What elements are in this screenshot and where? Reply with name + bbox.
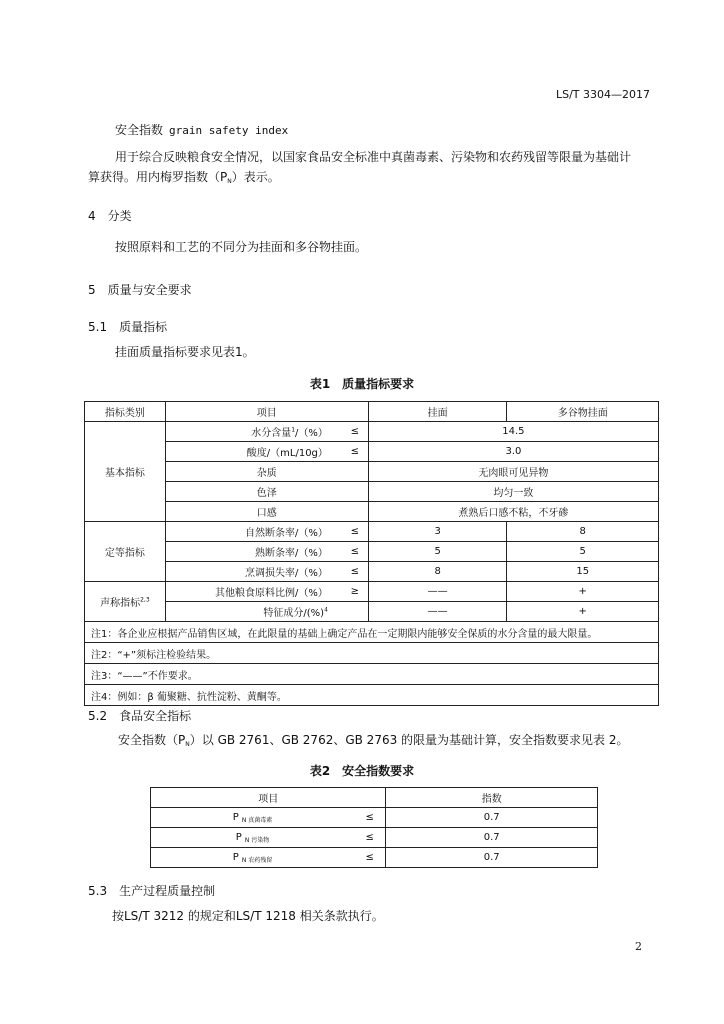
section-5-heading: 5 质量与安全要求 xyxy=(88,283,192,297)
table-row-label: 自然断条率/（%） xyxy=(165,522,342,542)
table-cell: 0.7 xyxy=(386,808,598,828)
table1-header-col2: 多谷物挂面 xyxy=(507,402,659,422)
comparison-symbol: ≤ xyxy=(354,848,386,868)
comparison-symbol: ≥ xyxy=(342,582,368,602)
table-cell: 5 xyxy=(507,542,659,562)
grade-category: 定等指标 xyxy=(85,522,166,582)
table-cell: 3.0 xyxy=(368,442,658,462)
table2-header-value: 指数 xyxy=(386,788,598,808)
table-cell: + xyxy=(507,602,659,622)
table-row-label: 水分含量$^1$/（%） xyxy=(165,422,342,442)
table-note: 注3：“——”不作要求。 xyxy=(85,664,659,685)
table-cell: 5 xyxy=(368,542,507,562)
standard-number: LS/T 3304—2017 xyxy=(555,88,650,101)
comparison-symbol: ≤ xyxy=(342,442,368,462)
table-row-label: 酸度/（mL/10g） xyxy=(165,442,342,462)
section-5-3-heading: 5.3 生产过程质量控制 xyxy=(88,884,216,898)
comparison-symbol: ≤ xyxy=(342,522,368,542)
section-5-1-text: 挂面质量指标要求见表1。 xyxy=(115,345,255,359)
table-row-label: 色泽 xyxy=(165,482,368,502)
table-cell: 3 xyxy=(368,522,507,542)
table2-caption: 表2 安全指数要求 xyxy=(309,764,415,778)
table-cell: —— xyxy=(368,582,507,602)
table-row-label: P $_{N 农药残留}$ xyxy=(151,848,355,868)
table-cell: 14.5 xyxy=(368,422,658,442)
table-note: 注2：“+”须标注检验结果。 xyxy=(85,643,659,664)
basic-category: 基本指标 xyxy=(85,422,166,522)
quality-table xyxy=(84,401,659,706)
table1-header-category: 指标类别 xyxy=(85,402,166,422)
section-4-text: 按照原料和工艺的不同分为挂面和多谷物挂面。 xyxy=(115,240,368,254)
table-note: 注4：例如：β 葡聚糖、抗性淀粉、黄酮等。 xyxy=(85,685,659,706)
comparison-symbol: ≤ xyxy=(342,562,368,582)
page-number: 2 xyxy=(635,940,642,953)
section-5-3-text: 按LS/T 3212 的规定和LS/T 1218 相关条款执行。 xyxy=(112,909,384,923)
section-4-heading: 4 分类 xyxy=(88,209,132,223)
table-note: 注1：各企业应根据产品销售区域，在此限量的基础上确定产品在一定期限内能够安全保质的水分含量的最大限量。 xyxy=(85,622,659,643)
table1-caption: 表1 质量指标要求 xyxy=(309,377,415,391)
definition-line-1: 用于综合反映粮食安全情况，以国家食品安全标准中真菌毒素、污染物和农药残留等限量为基础计 xyxy=(115,150,632,164)
table-row-label: 口感 xyxy=(165,502,368,522)
section-5-1-heading: 5.1 质量指标 xyxy=(88,320,168,334)
table-row-label: P $_{N 真菌毒素}$ xyxy=(151,808,355,828)
term-en: grain safety index xyxy=(169,124,289,137)
term-heading xyxy=(115,121,288,138)
table-cell: —— xyxy=(368,602,507,622)
comparison-symbol xyxy=(342,602,368,622)
table-cell: 15 xyxy=(507,562,659,582)
table-row-label: 烹调损失率/（%） xyxy=(165,562,342,582)
table-cell: 8 xyxy=(507,522,659,542)
table2-header-item: 项目 xyxy=(151,788,386,808)
term-zh: 安全指数 xyxy=(115,123,164,137)
table-cell: 8 xyxy=(368,562,507,582)
comparison-symbol: ≤ xyxy=(354,808,386,828)
comparison-symbol: ≤ xyxy=(342,422,368,442)
table-row-label: P $_{N 污染物}$ xyxy=(151,828,355,848)
table1-header-item: 项目 xyxy=(165,402,368,422)
table-row-label: 熟断条率/（%） xyxy=(165,542,342,562)
table-cell: 无肉眼可见异物 xyxy=(368,462,658,482)
section-5-2-text: 安全指数$(P_N)$以 GB 2761、GB 2762、GB 2763 的限量为基础计算，安全指数要求见表 2。 xyxy=(118,733,629,748)
table-cell: 0.7 xyxy=(386,828,598,848)
table-cell: 0.7 xyxy=(386,848,598,868)
definition-line-2: 算获得。用内梅罗指数$(P_N)$表示。 xyxy=(88,170,280,185)
table1-header-col1: 挂面 xyxy=(368,402,507,422)
claim-category: 声称指标$^{2,3}$ xyxy=(85,582,166,622)
comparison-symbol: ≤ xyxy=(354,828,386,848)
table-row-label: 特征成分/(%)$^4$ xyxy=(165,602,342,622)
table-cell: + xyxy=(507,582,659,602)
comparison-symbol: ≤ xyxy=(342,542,368,562)
table-cell: 均匀一致 xyxy=(368,482,658,502)
table-row-label: 其他粮食原料比例/（%） xyxy=(165,582,342,602)
table-row-label: 杂质 xyxy=(165,462,368,482)
safety-index-table xyxy=(150,787,598,868)
section-5-2-heading: 5.2 食品安全指标 xyxy=(88,709,192,723)
table-cell: 煮熟后口感不粘，不牙碜 xyxy=(368,502,658,522)
